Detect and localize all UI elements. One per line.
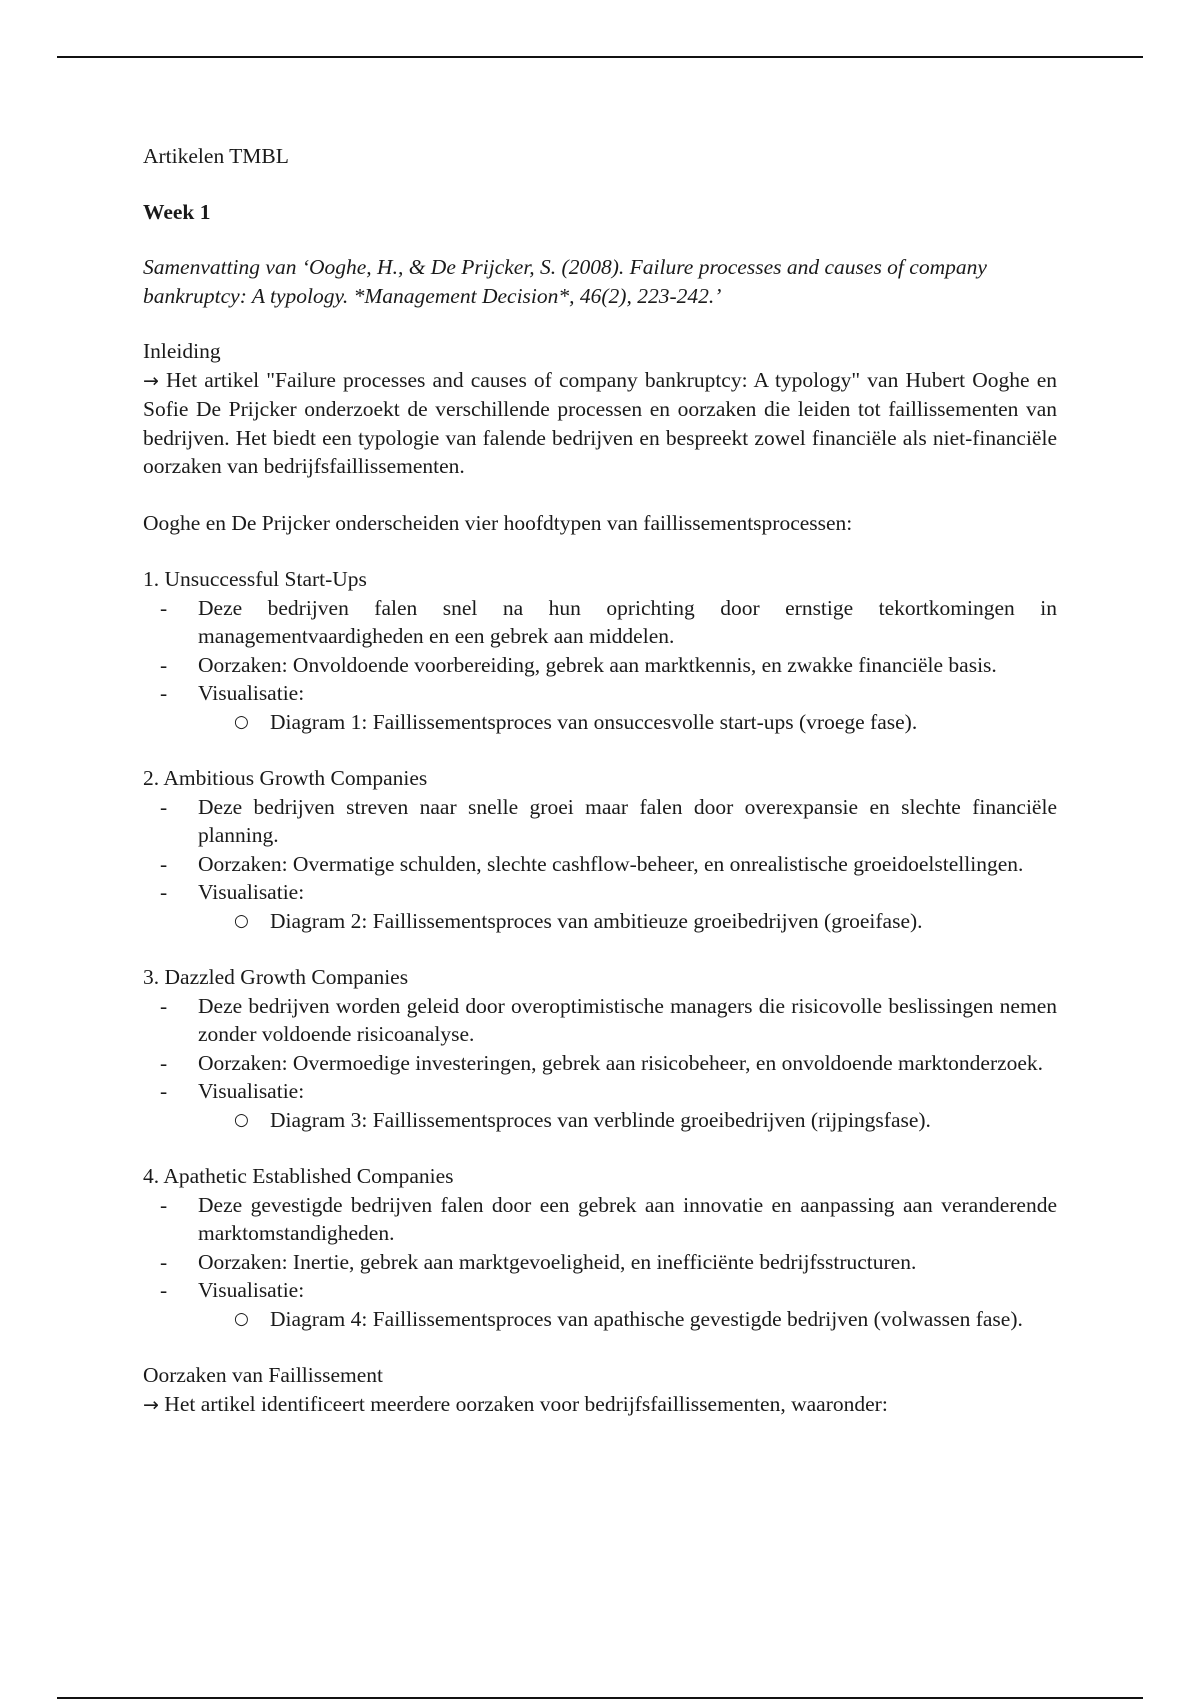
list-item: - Deze bedrijven falen snel na hun oprichting door ernstige tekortkomingen in managementvaardigheden en een gebrek aan middelen.	[160, 595, 1057, 648]
dash-bullet: -	[160, 1278, 168, 1302]
dash-bullet: -	[160, 880, 168, 904]
citation: Samenvatting van ‘Ooghe, H., & De Prijcker, S. (2008). Failure processes and causes of company bankruptcy: A typology. *Management Decision*, 46(2), 223-242.’	[143, 255, 987, 308]
type-points	[143, 594, 1057, 737]
diagram-list	[143, 1305, 1057, 1334]
types-intro: Ooghe en De Prijcker onderscheiden vier hoofdtypen van faillissementsprocessen:	[143, 510, 853, 535]
dash-bullet: -	[160, 681, 168, 705]
document-title: Artikelen TMBL	[143, 144, 289, 168]
diagram-list	[143, 907, 1057, 936]
type-heading: 1. Unsuccessful Start-Ups	[143, 567, 367, 591]
list-item: - Oorzaken: Overmoedige investeringen, gebrek aan risicobeheer, en onvoldoende marktonderzoek.	[143, 1049, 1057, 1078]
diagram-item: ○ Diagram 4: Faillissementsproces van apathische gevestigde bedrijven (volwassen fase).	[143, 1305, 1057, 1334]
week-heading: Week 1	[143, 199, 211, 224]
list-item: - Deze gevestigde bedrijven falen door een gebrek aan innovatie en aanpassing aan veranderende marktomstandigheden.	[160, 1192, 1057, 1245]
dash-bullet: -	[160, 794, 168, 819]
causes-paragraph	[143, 1390, 1057, 1420]
type-heading: 3. Dazzled Growth Companies	[143, 965, 409, 989]
diagram-list	[143, 708, 1057, 737]
diagram-item: ○ Diagram 1: Faillissementsproces van onsuccesvolle start-ups (vroege fase).	[143, 708, 1057, 737]
list-item: - Oorzaken: Onvoldoende voorbereiding, gebrek aan marktkennis, en zwakke financiële basis.	[143, 651, 1057, 680]
arrow-icon: →	[143, 1393, 159, 1416]
diagram-item: ○ Diagram 3: Faillissementsproces van verblinde groeibedrijven (rijpingsfase).	[143, 1106, 1057, 1135]
circle-bullet-icon: ○	[234, 711, 249, 732]
dash-bullet: -	[160, 595, 168, 620]
dash-bullet: -	[160, 1050, 168, 1075]
type-points	[143, 1191, 1057, 1334]
list-item: - Deze bedrijven worden geleid door overoptimistische managers die risicovolle beslissingen nemen zonder voldoende risicoanalyse.	[160, 993, 1057, 1046]
causes-text: Het artikel identificeert meerdere oorzaken voor bedrijfsfaillissementen, waaronder:	[164, 1391, 888, 1416]
list-item: - Deze bedrijven streven naar snelle groei maar falen door overexpansie en slechte financiële planning.	[160, 794, 1057, 847]
type-points	[143, 793, 1057, 936]
dash-bullet: -	[160, 1079, 168, 1103]
header-rule	[57, 56, 1143, 58]
document-page	[143, 142, 1057, 1419]
intro-text: Het artikel "Failure processes and causes of company bankruptcy: A typology" van Hubert Ooghe en Sofie De Prijcker onderzoekt de verschillende processen en oorzaken die leiden tot faillissementen van bedrijven. Het biedt een typologie van falende bedrijven en bespreekt zowel financiële als niet-financiële oorzaken van bedrijfsfaillissementen.	[143, 367, 1058, 478]
type-heading: 4. Apathetic Established Companies	[143, 1164, 454, 1188]
diagram-list	[143, 1106, 1057, 1135]
dash-bullet: -	[160, 652, 168, 677]
list-item: - Visualisatie: ○ Diagram 1: Faillissementsproces van onsuccesvolle start-ups (vroege fase).	[143, 679, 1057, 736]
dash-bullet: -	[160, 993, 168, 1018]
type-points	[143, 992, 1057, 1135]
list-item: - Visualisatie: ○ Diagram 4: Faillissementsproces van apathische gevestigde bedrijven (volwassen fase).	[143, 1276, 1057, 1333]
failure-type-3	[143, 963, 1057, 1134]
dash-bullet: -	[160, 851, 168, 876]
list-item: - Oorzaken: Inertie, gebrek aan marktgevoeligheid, en inefficiënte bedrijfsstructuren.	[143, 1248, 1057, 1277]
dash-bullet: -	[160, 1192, 168, 1217]
failure-type-1	[143, 565, 1057, 736]
intro-paragraph	[143, 366, 1057, 481]
circle-bullet-icon: ○	[234, 1308, 249, 1329]
circle-bullet-icon: ○	[234, 910, 249, 931]
list-item: - Oorzaken: Overmatige schulden, slechte cashflow-beheer, en onrealistische groeidoelstellingen.	[143, 850, 1057, 879]
intro-heading: Inleiding	[143, 339, 221, 363]
circle-bullet-icon: ○	[234, 1109, 249, 1130]
arrow-icon: →	[143, 369, 159, 392]
list-item: - Visualisatie: ○ Diagram 3: Faillissementsproces van verblinde groeibedrijven (rijpingsfase).	[143, 1077, 1057, 1134]
diagram-item: ○ Diagram 2: Faillissementsproces van ambitieuze groeibedrijven (groeifase).	[143, 907, 1057, 936]
type-heading: 2. Ambitious Growth Companies	[143, 766, 428, 790]
causes-heading: Oorzaken van Faillissement	[143, 1363, 384, 1387]
list-item: - Visualisatie: ○ Diagram 2: Faillissementsproces van ambitieuze groeibedrijven (groeifase).	[143, 878, 1057, 935]
failure-type-4	[143, 1162, 1057, 1333]
failure-type-2	[143, 764, 1057, 935]
footer-rule	[57, 1697, 1143, 1699]
dash-bullet: -	[160, 1249, 168, 1274]
